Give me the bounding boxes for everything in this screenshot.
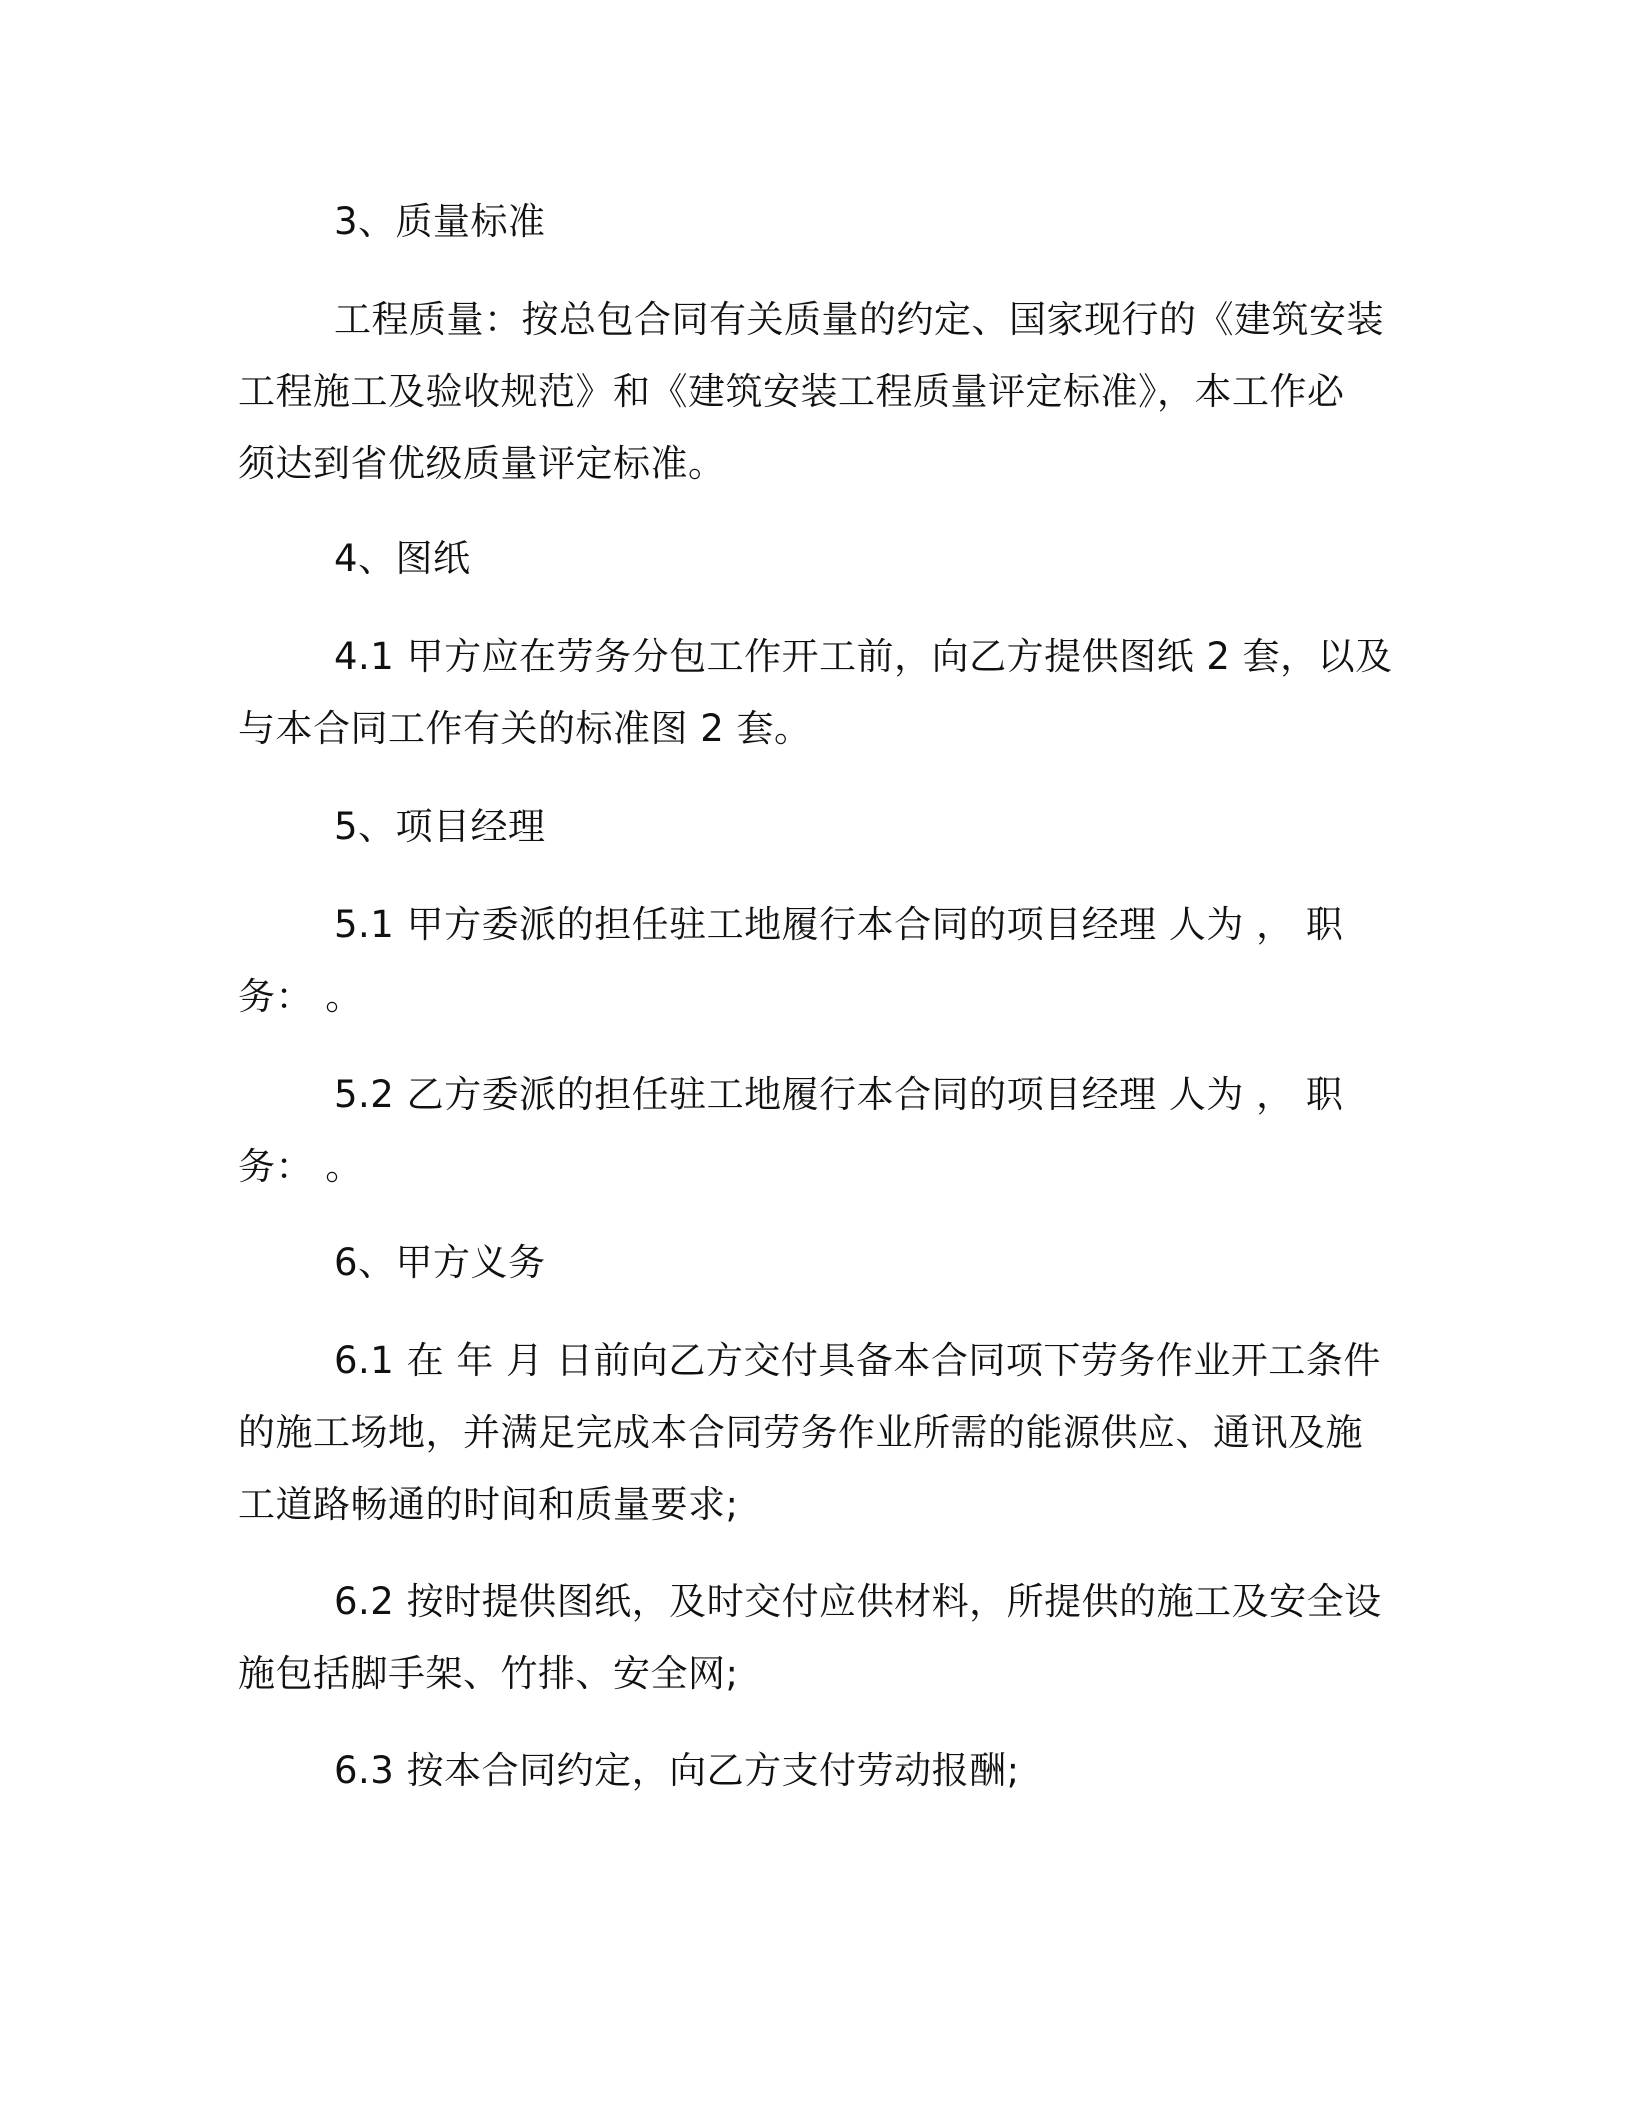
section-6-heading — [238, 1227, 1484, 1299]
section-6-2 — [238, 1566, 1388, 1710]
text-line: 须达到省优级质量评定标准。 — [238, 442, 726, 485]
text-line: 工程质量：按总包合同有关质量的约定、国家现行的《建筑安装 — [334, 298, 1384, 341]
text-line: 与本合同工作有关的标准图 2 套。 — [238, 707, 812, 750]
text-line: 务： 。 — [238, 1145, 363, 1188]
text-line: 3、质量标准 — [334, 200, 546, 243]
text-line: 4.1 甲方应在劳务分包工作开工前，向乙方提供图纸 2 套，以及 — [334, 635, 1393, 678]
section-5-2 — [238, 1059, 1388, 1203]
section-5-heading — [238, 791, 1484, 863]
text-line: 5.2 乙方委派的担任驻工地履行本合同的项目经理 人为 ， 职 — [334, 1073, 1344, 1116]
text-line: 6.1 在 年 月 日前向乙方交付具备本合同项下劳务作业开工条件 — [334, 1339, 1381, 1382]
text-line: 5、项目经理 — [334, 805, 546, 848]
text-line: 工程施工及验收规范》和《建筑安装工程质量评定标准》，本工作必 — [238, 370, 1345, 413]
section-3-heading — [238, 186, 1484, 258]
text-line: 6.3 按本合同约定，向乙方支付劳动报酬; — [334, 1749, 1020, 1792]
text-line: 6.2 按时提供图纸，及时交付应供材料，所提供的施工及安全设 — [334, 1580, 1382, 1623]
text-line: 4、图纸 — [334, 537, 471, 580]
text-line: 工道路畅通的时间和质量要求; — [238, 1483, 739, 1526]
section-4-heading — [238, 523, 1484, 595]
section-6-3 — [238, 1735, 1388, 1807]
text-line: 务： 。 — [238, 975, 363, 1018]
section-4-1 — [238, 621, 1393, 765]
text-line: 施包括脚手架、竹排、安全网; — [238, 1652, 739, 1695]
section-6-1 — [238, 1325, 1388, 1541]
text-line: 的施工场地，并满足完成本合同劳务作业所需的能源供应、通讯及施 — [238, 1411, 1363, 1454]
section-3-body — [238, 284, 1388, 500]
text-line: 6、甲方义务 — [334, 1241, 546, 1284]
text-line: 5.1 甲方委派的担任驻工地履行本合同的项目经理 人为 ， 职 — [334, 903, 1344, 946]
section-5-1 — [238, 889, 1388, 1033]
